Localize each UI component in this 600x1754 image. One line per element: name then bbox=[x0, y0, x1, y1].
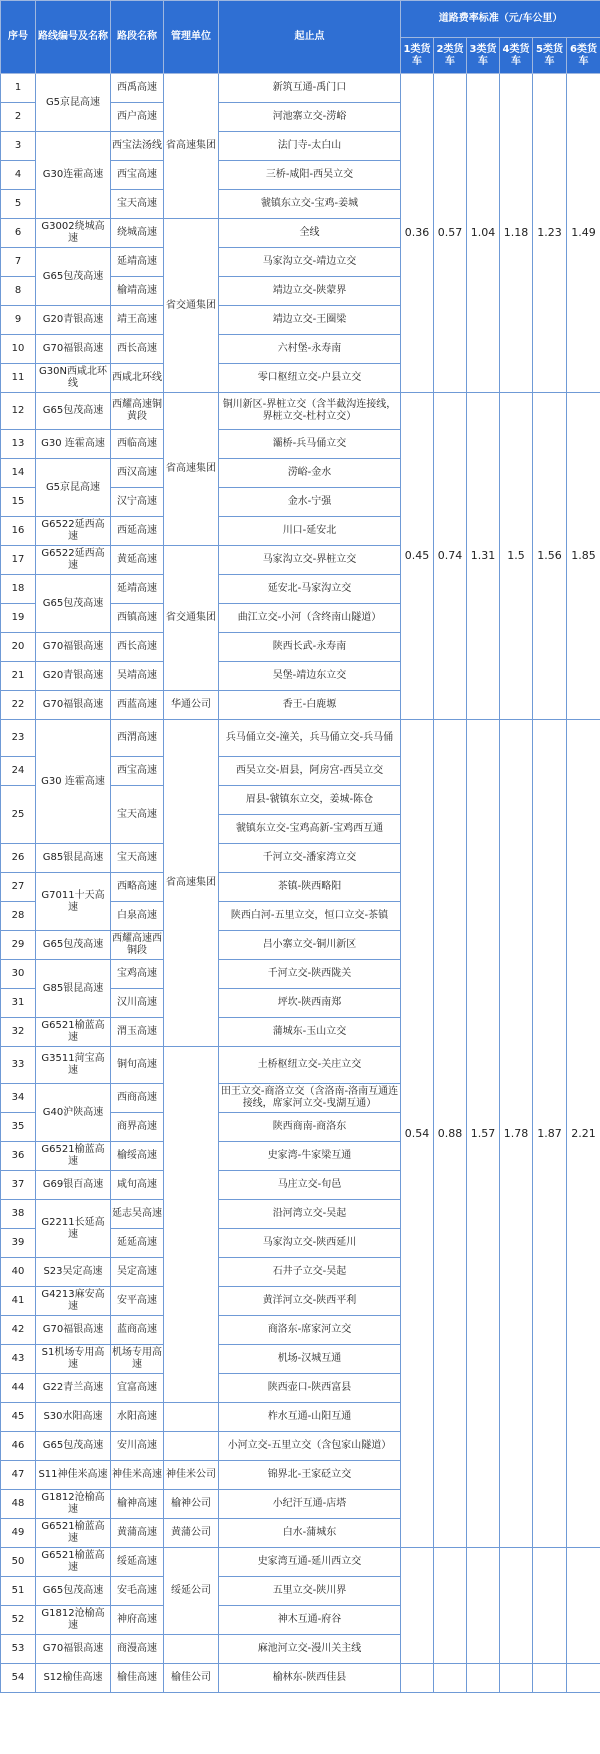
row-seq: 11 bbox=[1, 364, 36, 393]
row-seq: 49 bbox=[1, 1519, 36, 1548]
header-route: 路线编号及名称 bbox=[36, 1, 111, 74]
row-section: 西延高速 bbox=[111, 517, 164, 546]
row-range: 商洛东-席家河立交 bbox=[219, 1316, 401, 1345]
row-route: G65包茂高速 bbox=[36, 1577, 111, 1606]
row-section: 安川高速 bbox=[111, 1432, 164, 1461]
row-section: 西略高速 bbox=[111, 873, 164, 902]
row-agency bbox=[164, 1635, 219, 1664]
row-route: G70福银高速 bbox=[36, 335, 111, 364]
row-range: 灞桥-兵马俑立交 bbox=[219, 430, 401, 459]
rate-class-5 bbox=[533, 1664, 567, 1693]
row-section: 榆靖高速 bbox=[111, 277, 164, 306]
row-seq: 37 bbox=[1, 1171, 36, 1200]
row-section: 汉川高速 bbox=[111, 989, 164, 1018]
rate-class-3: 1.57 bbox=[467, 720, 500, 1548]
row-range: 马家沟立交-靖边立交 bbox=[219, 248, 401, 277]
row-section: 延靖高速 bbox=[111, 575, 164, 604]
row-range: 眉县-虢镇东立交，姜城-陈仓 bbox=[219, 786, 401, 815]
table-row bbox=[1, 74, 600, 103]
row-section: 白泉高速 bbox=[111, 902, 164, 931]
row-range: 柞水互通-山阳互通 bbox=[219, 1403, 401, 1432]
row-range: 马家沟立交-陕西延川 bbox=[219, 1229, 401, 1258]
row-section: 靖王高速 bbox=[111, 306, 164, 335]
header-seq: 序号 bbox=[1, 1, 36, 74]
row-seq: 17 bbox=[1, 546, 36, 575]
row-route: G40沪陕高速 bbox=[36, 1084, 111, 1142]
row-range: 锦界北-王家砭立交 bbox=[219, 1461, 401, 1490]
table-row bbox=[1, 1548, 600, 1577]
header-class-5: 5类货车 bbox=[533, 38, 567, 74]
row-seq: 1 bbox=[1, 74, 36, 103]
row-range: 史家湾-牛家梁互通 bbox=[219, 1142, 401, 1171]
row-section: 西咸北环线 bbox=[111, 364, 164, 393]
row-route: G5京昆高速 bbox=[36, 74, 111, 132]
row-route: G1812沧榆高速 bbox=[36, 1490, 111, 1519]
row-route: G70福银高速 bbox=[36, 633, 111, 662]
row-seq: 54 bbox=[1, 1664, 36, 1693]
row-seq: 2 bbox=[1, 103, 36, 132]
row-seq: 18 bbox=[1, 575, 36, 604]
row-seq: 14 bbox=[1, 459, 36, 488]
row-range: 沿河湾立交-吴起 bbox=[219, 1200, 401, 1229]
row-range: 新筑互通-禹门口 bbox=[219, 74, 401, 103]
row-agency: 榆佳公司 bbox=[164, 1664, 219, 1693]
row-route: S11神佳米高速 bbox=[36, 1461, 111, 1490]
row-route: G3511菏宝高速 bbox=[36, 1047, 111, 1084]
rate-class-3 bbox=[467, 1548, 500, 1664]
row-range: 吴堡-靖边东立交 bbox=[219, 662, 401, 691]
row-section: 榆绥高速 bbox=[111, 1142, 164, 1171]
row-section: 西户高速 bbox=[111, 103, 164, 132]
row-section: 宝鸡高速 bbox=[111, 960, 164, 989]
row-section: 机场专用高速 bbox=[111, 1345, 164, 1374]
row-route: G4213麻安高速 bbox=[36, 1287, 111, 1316]
row-range: 马家沟立交-界桩立交 bbox=[219, 546, 401, 575]
row-section: 宝天高速 bbox=[111, 786, 164, 844]
row-section: 水阳高速 bbox=[111, 1403, 164, 1432]
rate-class-1: 0.36 bbox=[401, 74, 434, 393]
rate-class-1: 0.54 bbox=[401, 720, 434, 1548]
header-section: 路段名称 bbox=[111, 1, 164, 74]
row-route: G65包茂高速 bbox=[36, 1432, 111, 1461]
rate-class-5: 1.56 bbox=[533, 393, 567, 720]
table-body bbox=[1, 74, 600, 1693]
row-agency: 榆神公司 bbox=[164, 1490, 219, 1519]
row-route: G7011十天高速 bbox=[36, 873, 111, 931]
row-route: G30 连霍高速 bbox=[36, 430, 111, 459]
rate-class-5 bbox=[533, 1548, 567, 1664]
row-range: 六村堡-永寿南 bbox=[219, 335, 401, 364]
row-route: G65包茂高速 bbox=[36, 575, 111, 633]
row-route: G6521榆蓝高速 bbox=[36, 1018, 111, 1047]
header-agency: 管理单位 bbox=[164, 1, 219, 74]
row-section: 西耀高速西铜段 bbox=[111, 931, 164, 960]
row-seq: 13 bbox=[1, 430, 36, 459]
row-agency: 神佳米公司 bbox=[164, 1461, 219, 1490]
row-seq: 19 bbox=[1, 604, 36, 633]
row-section: 榆佳高速 bbox=[111, 1664, 164, 1693]
row-agency: 华通公司 bbox=[164, 691, 219, 720]
row-seq: 38 bbox=[1, 1200, 36, 1229]
row-seq: 22 bbox=[1, 691, 36, 720]
row-seq: 24 bbox=[1, 757, 36, 786]
row-range: 机场-汉城互通 bbox=[219, 1345, 401, 1374]
row-section: 西蓝高速 bbox=[111, 691, 164, 720]
row-range: 神木互通-府谷 bbox=[219, 1606, 401, 1635]
row-section: 榆神高速 bbox=[111, 1490, 164, 1519]
row-seq: 43 bbox=[1, 1345, 36, 1374]
row-range: 零口枢纽立交-户县立交 bbox=[219, 364, 401, 393]
row-range: 涝峪-金水 bbox=[219, 459, 401, 488]
row-seq: 8 bbox=[1, 277, 36, 306]
row-route: G6521榆蓝高速 bbox=[36, 1142, 111, 1171]
row-range: 史家湾互通-延川西立交 bbox=[219, 1548, 401, 1577]
rate-class-5: 1.87 bbox=[533, 720, 567, 1548]
row-range: 虢镇东立交-宝鸡高新-宝鸡西互通 bbox=[219, 815, 401, 844]
row-range: 川口-延安北 bbox=[219, 517, 401, 546]
row-range: 蒲城东-玉山立交 bbox=[219, 1018, 401, 1047]
row-route: G65包茂高速 bbox=[36, 248, 111, 306]
row-seq: 12 bbox=[1, 393, 36, 430]
rate-class-2 bbox=[434, 1548, 467, 1664]
row-range: 榆林东-陕西佳县 bbox=[219, 1664, 401, 1693]
row-route: G85银昆高速 bbox=[36, 844, 111, 873]
row-agency: 省高速集团 bbox=[164, 393, 219, 546]
row-range: 千河立交-陕西陇关 bbox=[219, 960, 401, 989]
row-seq: 7 bbox=[1, 248, 36, 277]
row-section: 安毛高速 bbox=[111, 1577, 164, 1606]
header-class-6: 6类货车 bbox=[567, 38, 600, 74]
rate-class-2: 0.74 bbox=[434, 393, 467, 720]
rate-class-2: 0.57 bbox=[434, 74, 467, 393]
row-seq: 33 bbox=[1, 1047, 36, 1084]
row-route: G85银昆高速 bbox=[36, 960, 111, 1018]
row-seq: 53 bbox=[1, 1635, 36, 1664]
row-section: 商漫高速 bbox=[111, 1635, 164, 1664]
rate-class-6: 2.21 bbox=[567, 720, 600, 1548]
row-range: 靖边立交-陕蒙界 bbox=[219, 277, 401, 306]
rate-class-3 bbox=[467, 1664, 500, 1693]
row-section: 西禹高速 bbox=[111, 74, 164, 103]
row-seq: 34 bbox=[1, 1084, 36, 1113]
row-section: 西汉高速 bbox=[111, 459, 164, 488]
row-seq: 32 bbox=[1, 1018, 36, 1047]
row-range: 土桥枢纽立交-关庄立交 bbox=[219, 1047, 401, 1084]
row-seq: 26 bbox=[1, 844, 36, 873]
row-section: 蓝商高速 bbox=[111, 1316, 164, 1345]
row-range: 千河立交-潘家湾立交 bbox=[219, 844, 401, 873]
rate-class-6 bbox=[567, 1664, 600, 1693]
row-route: G6522延西高速 bbox=[36, 517, 111, 546]
header-class-1: 1类货车 bbox=[401, 38, 434, 74]
row-section: 商界高速 bbox=[111, 1113, 164, 1142]
row-route: G30连霍高速 bbox=[36, 132, 111, 219]
row-seq: 40 bbox=[1, 1258, 36, 1287]
row-section: 宜富高速 bbox=[111, 1374, 164, 1403]
row-route: G30N西咸北环线 bbox=[36, 364, 111, 393]
header-class-2: 2类货车 bbox=[434, 38, 467, 74]
row-range: 全线 bbox=[219, 219, 401, 248]
row-section: 安平高速 bbox=[111, 1287, 164, 1316]
row-section: 西耀高速铜黄段 bbox=[111, 393, 164, 430]
row-range: 吕小寨立交-铜川新区 bbox=[219, 931, 401, 960]
row-seq: 46 bbox=[1, 1432, 36, 1461]
row-range: 马庄立交-旬邑 bbox=[219, 1171, 401, 1200]
row-seq: 16 bbox=[1, 517, 36, 546]
rate-class-4 bbox=[500, 1664, 533, 1693]
row-seq: 10 bbox=[1, 335, 36, 364]
row-route: S30水阳高速 bbox=[36, 1403, 111, 1432]
row-route: G22青兰高速 bbox=[36, 1374, 111, 1403]
row-section: 西长高速 bbox=[111, 633, 164, 662]
row-route: G65包茂高速 bbox=[36, 931, 111, 960]
row-seq: 39 bbox=[1, 1229, 36, 1258]
header-class-3: 3类货车 bbox=[467, 38, 500, 74]
row-seq: 51 bbox=[1, 1577, 36, 1606]
row-range: 靖边立交-王圈梁 bbox=[219, 306, 401, 335]
row-route: G2211长延高速 bbox=[36, 1200, 111, 1258]
row-section: 宝天高速 bbox=[111, 844, 164, 873]
row-range: 石井子立交-吴起 bbox=[219, 1258, 401, 1287]
row-agency: 省高速集团 bbox=[164, 720, 219, 1047]
row-section: 延志吴高速 bbox=[111, 1200, 164, 1229]
row-section: 宝天高速 bbox=[111, 190, 164, 219]
row-seq: 42 bbox=[1, 1316, 36, 1345]
row-seq: 28 bbox=[1, 902, 36, 931]
row-seq: 21 bbox=[1, 662, 36, 691]
row-agency: 省高速集团 bbox=[164, 74, 219, 219]
row-section: 西长高速 bbox=[111, 335, 164, 364]
row-section: 神佳米高速 bbox=[111, 1461, 164, 1490]
rate-class-1 bbox=[401, 1664, 434, 1693]
rate-class-2 bbox=[434, 1664, 467, 1693]
row-seq: 20 bbox=[1, 633, 36, 662]
row-seq: 52 bbox=[1, 1606, 36, 1635]
row-range: 五里立交-陕川界 bbox=[219, 1577, 401, 1606]
table-row bbox=[1, 1664, 600, 1693]
row-seq: 44 bbox=[1, 1374, 36, 1403]
row-range: 河池寨立交-涝峪 bbox=[219, 103, 401, 132]
row-route: G70福银高速 bbox=[36, 1316, 111, 1345]
row-section: 渭玉高速 bbox=[111, 1018, 164, 1047]
row-range: 金水-宁强 bbox=[219, 488, 401, 517]
row-route: G6521榆蓝高速 bbox=[36, 1519, 111, 1548]
row-section: 西镇高速 bbox=[111, 604, 164, 633]
row-agency: 绥延公司 bbox=[164, 1548, 219, 1635]
row-section: 铜旬高速 bbox=[111, 1047, 164, 1084]
row-range: 小纪汗互通-店塔 bbox=[219, 1490, 401, 1519]
rate-class-4: 1.5 bbox=[500, 393, 533, 720]
row-route: G6521榆蓝高速 bbox=[36, 1548, 111, 1577]
row-agency bbox=[164, 1432, 219, 1461]
row-range: 茶镇-陕西略阳 bbox=[219, 873, 401, 902]
row-range: 陕西商南-商洛东 bbox=[219, 1113, 401, 1142]
row-seq: 50 bbox=[1, 1548, 36, 1577]
rate-class-6: 1.49 bbox=[567, 74, 600, 393]
row-section: 汉宁高速 bbox=[111, 488, 164, 517]
row-seq: 31 bbox=[1, 989, 36, 1018]
row-range: 法门寺-太白山 bbox=[219, 132, 401, 161]
row-route: G6522延西高速 bbox=[36, 546, 111, 575]
row-seq: 4 bbox=[1, 161, 36, 190]
row-route: G20青银高速 bbox=[36, 306, 111, 335]
row-section: 咸旬高速 bbox=[111, 1171, 164, 1200]
row-section: 西临高速 bbox=[111, 430, 164, 459]
header-rates: 道路费率标准（元/车公里） bbox=[401, 1, 600, 38]
row-route: G5京昆高速 bbox=[36, 459, 111, 517]
row-seq: 3 bbox=[1, 132, 36, 161]
rate-class-5: 1.23 bbox=[533, 74, 567, 393]
row-seq: 41 bbox=[1, 1287, 36, 1316]
row-range: 兵马俑立交-潼关，兵马俑立交-兵马俑 bbox=[219, 720, 401, 757]
table-row bbox=[1, 393, 600, 430]
rate-class-6 bbox=[567, 1548, 600, 1664]
row-agency: 省交通集团 bbox=[164, 546, 219, 691]
row-section: 延延高速 bbox=[111, 1229, 164, 1258]
row-section: 西商高速 bbox=[111, 1084, 164, 1113]
row-range: 香王-白鹿塬 bbox=[219, 691, 401, 720]
row-range: 陕西长武-永寿南 bbox=[219, 633, 401, 662]
row-section: 西宝高速 bbox=[111, 161, 164, 190]
row-range: 小河立交-五里立交（含包家山隧道） bbox=[219, 1432, 401, 1461]
rate-class-1 bbox=[401, 1548, 434, 1664]
row-agency bbox=[164, 1047, 219, 1403]
header-class-4: 4类货车 bbox=[500, 38, 533, 74]
row-range: 三桥-咸阳-西吴立交 bbox=[219, 161, 401, 190]
row-seq: 5 bbox=[1, 190, 36, 219]
row-route: G65包茂高速 bbox=[36, 393, 111, 430]
row-section: 吴靖高速 bbox=[111, 662, 164, 691]
row-agency: 黄蒲公司 bbox=[164, 1519, 219, 1548]
row-seq: 36 bbox=[1, 1142, 36, 1171]
row-route: G70福银高速 bbox=[36, 1635, 111, 1664]
rate-class-4: 1.78 bbox=[500, 720, 533, 1548]
row-section: 绕城高速 bbox=[111, 219, 164, 248]
row-route: S1机场专用高速 bbox=[36, 1345, 111, 1374]
row-section: 西宝高速 bbox=[111, 757, 164, 786]
row-route: S12榆佳高速 bbox=[36, 1664, 111, 1693]
row-range: 铜川新区-界桩立交（含半截沟连接线，界桩立交-杜村立交） bbox=[219, 393, 401, 430]
row-section: 吴定高速 bbox=[111, 1258, 164, 1287]
row-section: 西宝法汤线 bbox=[111, 132, 164, 161]
row-seq: 29 bbox=[1, 931, 36, 960]
row-seq: 47 bbox=[1, 1461, 36, 1490]
rate-class-4 bbox=[500, 1548, 533, 1664]
row-section: 神府高速 bbox=[111, 1606, 164, 1635]
row-section: 黄蒲高速 bbox=[111, 1519, 164, 1548]
row-seq: 48 bbox=[1, 1490, 36, 1519]
row-seq: 30 bbox=[1, 960, 36, 989]
row-section: 西渭高速 bbox=[111, 720, 164, 757]
row-range: 田王立交-商洛立交（含洛南-洛南互通连接线，席家河立交-曳湖互通） bbox=[219, 1084, 401, 1113]
row-range: 曲江立交-小河（含终南山隧道） bbox=[219, 604, 401, 633]
row-route: G1812沧榆高速 bbox=[36, 1606, 111, 1635]
row-seq: 6 bbox=[1, 219, 36, 248]
row-route: G3002绕城高速 bbox=[36, 219, 111, 248]
row-range: 麻池河立交-漫川关主线 bbox=[219, 1635, 401, 1664]
row-seq: 15 bbox=[1, 488, 36, 517]
header-range: 起止点 bbox=[219, 1, 401, 74]
row-route: S23吴定高速 bbox=[36, 1258, 111, 1287]
rate-class-3: 1.04 bbox=[467, 74, 500, 393]
rate-class-3: 1.31 bbox=[467, 393, 500, 720]
row-seq: 45 bbox=[1, 1403, 36, 1432]
rate-class-1: 0.45 bbox=[401, 393, 434, 720]
row-section: 黄延高速 bbox=[111, 546, 164, 575]
row-route: G20青银高速 bbox=[36, 662, 111, 691]
row-seq: 27 bbox=[1, 873, 36, 902]
row-route: G69银百高速 bbox=[36, 1171, 111, 1200]
row-section: 延靖高速 bbox=[111, 248, 164, 277]
row-range: 虢镇东立交-宝鸡-姜城 bbox=[219, 190, 401, 219]
rate-class-2: 0.88 bbox=[434, 720, 467, 1548]
rate-class-6: 1.85 bbox=[567, 393, 600, 720]
row-section: 绥延高速 bbox=[111, 1548, 164, 1577]
row-seq: 25 bbox=[1, 786, 36, 844]
row-seq: 23 bbox=[1, 720, 36, 757]
row-range: 白水-蒲城东 bbox=[219, 1519, 401, 1548]
row-seq: 9 bbox=[1, 306, 36, 335]
row-range: 陕西白河-五里立交，恒口立交-茶镇 bbox=[219, 902, 401, 931]
row-range: 西吴立交-眉县，阿房宫-西吴立交 bbox=[219, 757, 401, 786]
row-agency: 省交通集团 bbox=[164, 219, 219, 393]
table-header bbox=[1, 1, 600, 74]
row-range: 坪坎-陕西南郑 bbox=[219, 989, 401, 1018]
row-range: 延安北-马家沟立交 bbox=[219, 575, 401, 604]
row-route: G70福银高速 bbox=[36, 691, 111, 720]
rate-class-4: 1.18 bbox=[500, 74, 533, 393]
row-range: 黄洋河立交-陕西平利 bbox=[219, 1287, 401, 1316]
row-seq: 35 bbox=[1, 1113, 36, 1142]
table-row bbox=[1, 720, 600, 757]
row-agency bbox=[164, 1403, 219, 1432]
row-route: G30 连霍高速 bbox=[36, 720, 111, 844]
row-range: 陕西壶口-陕西富县 bbox=[219, 1374, 401, 1403]
